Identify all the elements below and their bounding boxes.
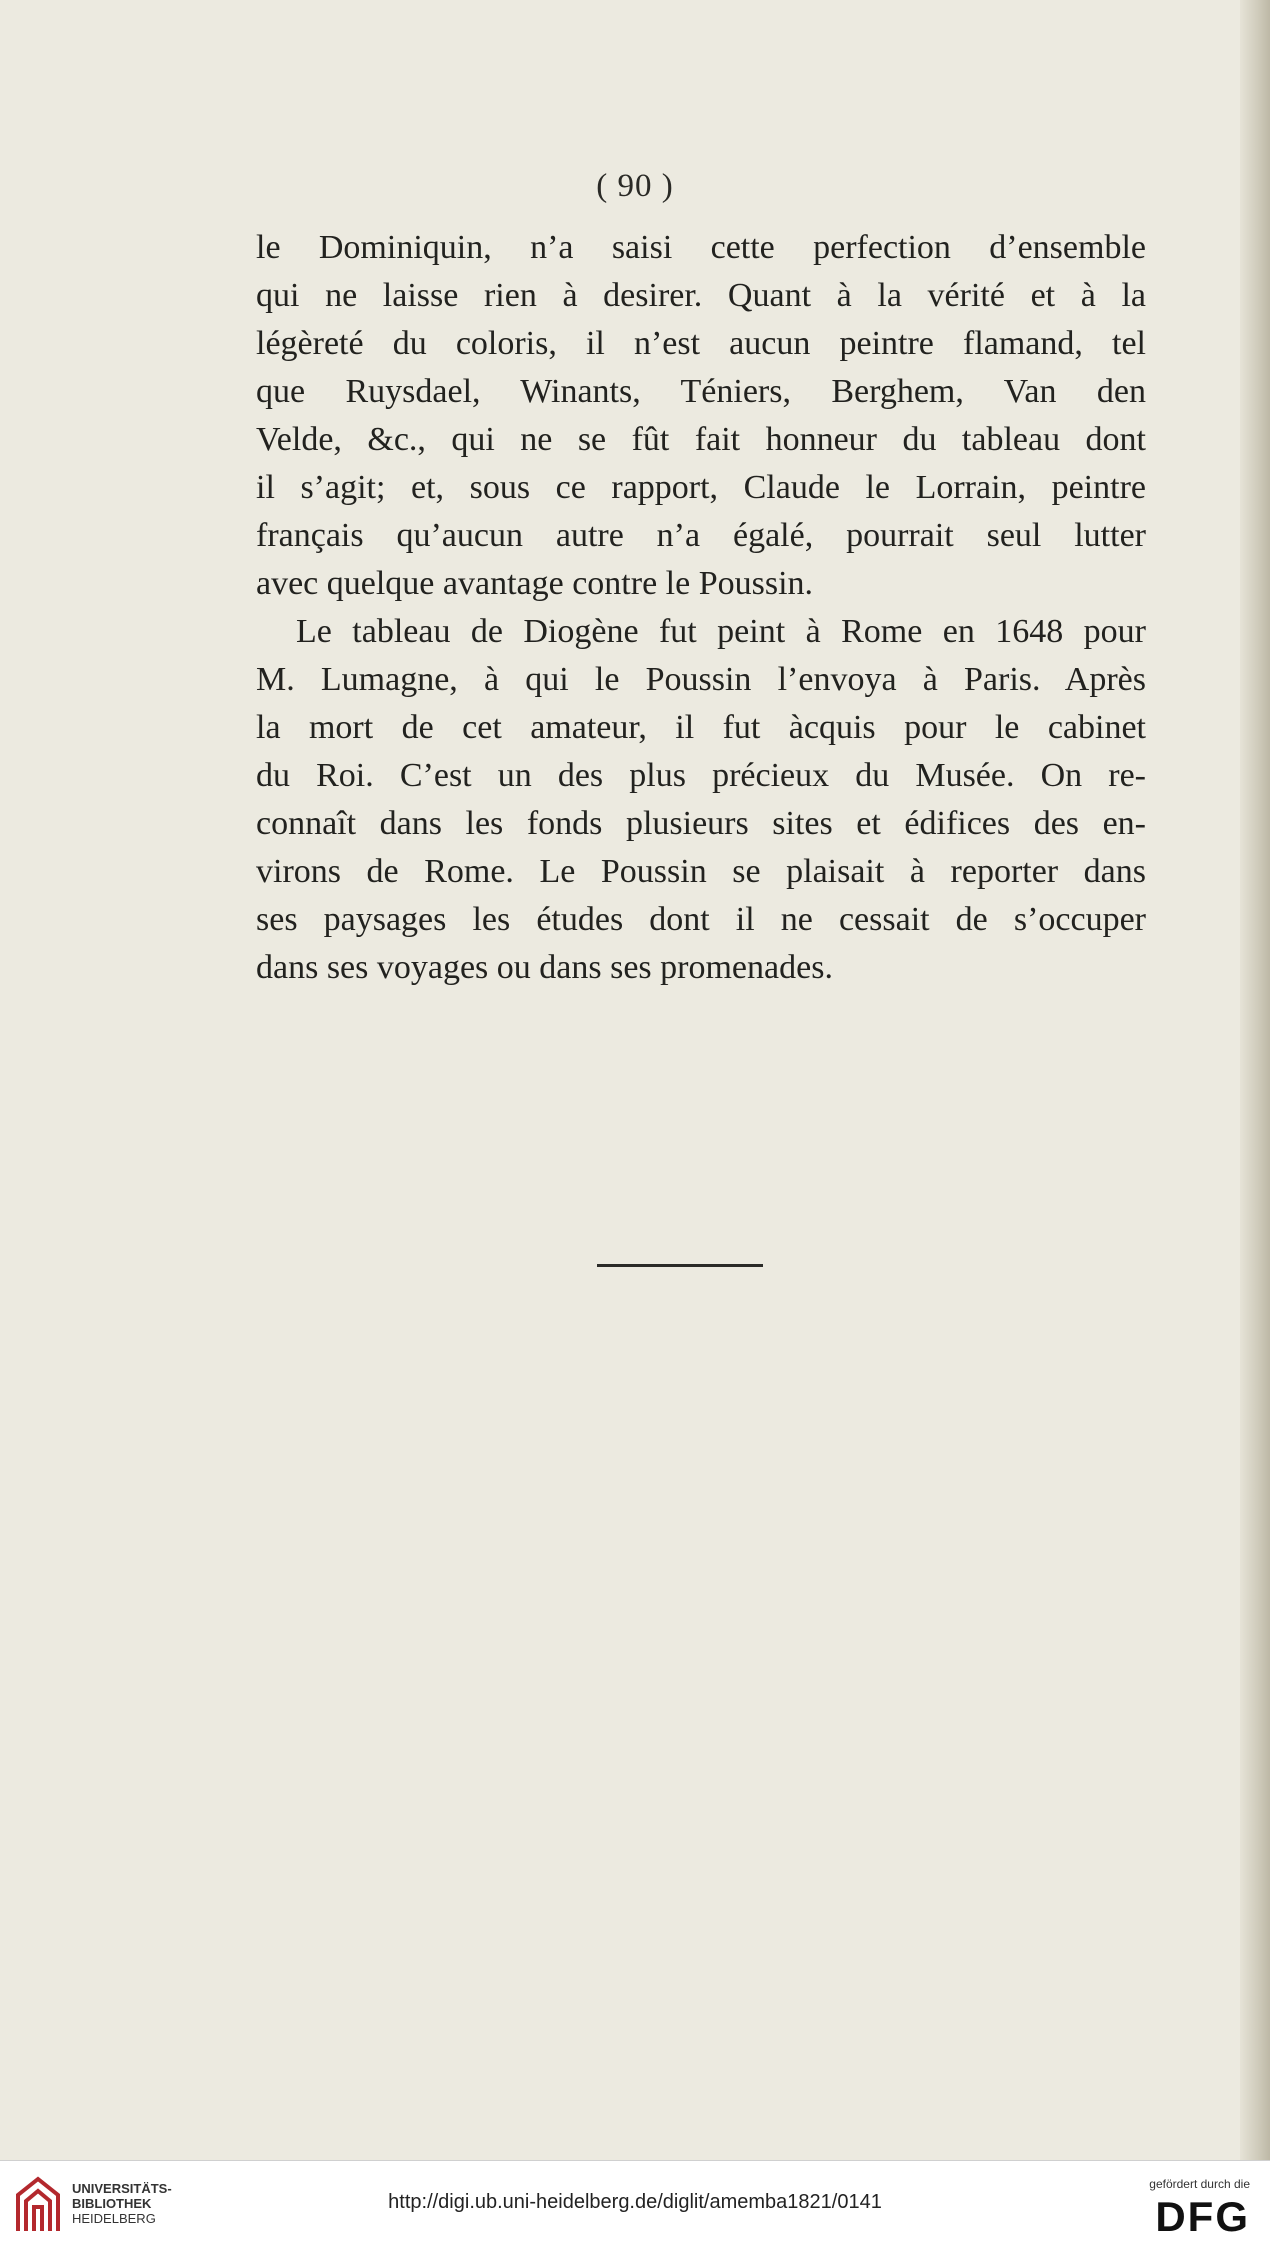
sponsor-caption: gefördert durch die xyxy=(1149,2177,1250,2191)
library-name-line: UNIVERSITÄTS- xyxy=(72,2181,172,2196)
text-line: qui ne laisse rien à desirer. Quant à la vérité et à la xyxy=(256,277,1146,314)
text-line: la mort de cet amateur, il fut àcquis pour le cabinet xyxy=(256,709,1146,746)
text-line: du Roi. C’est un des plus précieux du Musée. On re- xyxy=(256,757,1146,794)
text-line: légèreté du coloris, il n’est aucun peintre flamand, tel xyxy=(256,325,1146,362)
section-divider xyxy=(597,1264,763,1267)
text-line: Le tableau de Diogène fut peint à Rome en 1648 pour xyxy=(296,613,1146,650)
viewer-footer xyxy=(0,2160,1270,2248)
page-number: ( 90 ) xyxy=(596,168,674,204)
text-line: français qu’aucun autre n’a égalé, pourrait seul lutter xyxy=(256,517,1146,554)
dfg-logo: DFG xyxy=(1155,2193,1250,2240)
text-line: virons de Rome. Le Poussin se plaisait à reporter dans xyxy=(256,853,1146,890)
text-line: Velde, &c., qui ne se fût fait honneur du tableau dont xyxy=(256,421,1146,458)
text-line: connaît dans les fonds plusieurs sites et édifices des en- xyxy=(256,805,1146,842)
text-line: que Ruysdael, Winants, Téniers, Berghem, Van den xyxy=(256,373,1146,410)
text-line: M. Lumagne, à qui le Poussin l’envoya à Paris. Après xyxy=(256,661,1146,698)
text-line: avec quelque avantage contre le Poussin. xyxy=(256,565,814,602)
text-line: dans ses voyages ou dans ses promenades. xyxy=(256,949,833,986)
text-line: il s’agit; et, sous ce rapport, Claude le Lorrain, peintre xyxy=(256,469,1146,506)
library-name-line: BIBLIOTHEK xyxy=(72,2196,152,2211)
text-line: ses paysages les études dont il ne cessait de s’occuper xyxy=(256,901,1146,938)
permalink-url[interactable]: http://digi.ub.uni-heidelberg.de/diglit/amemba1821/0141 xyxy=(388,2191,882,2213)
page-edge-shadow xyxy=(1240,0,1270,2160)
library-name-line: HEIDELBERG xyxy=(72,2211,156,2226)
body-text xyxy=(256,224,1146,992)
text-line: le Dominiquin, n’a saisi cette perfection d’ensemble xyxy=(256,229,1146,266)
